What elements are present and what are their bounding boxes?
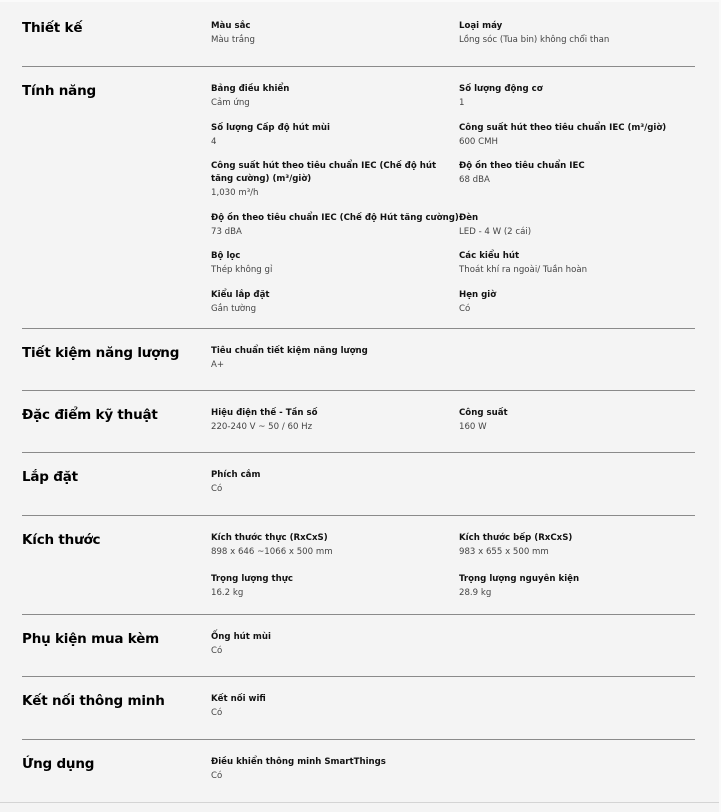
spec-section-features <box>22 67 695 329</box>
spec-item <box>211 629 459 664</box>
spec-value: Gắn tường <box>211 303 257 314</box>
spec-item <box>459 287 695 317</box>
spec-value: 28.9 kg <box>459 587 492 598</box>
spec-label: Công suất hút theo tiêu chuẩn IEC (Chế độ hút tăng cường) (m³/giờ) <box>211 161 437 184</box>
spec-value: 600 CMH <box>459 136 499 147</box>
spec-value: Cảm ứng <box>211 98 250 108</box>
spec-grid <box>211 405 695 440</box>
spec-item <box>459 158 695 201</box>
spec-grid <box>211 629 695 664</box>
spec-label: Kích thước thực (RxCxS) <box>211 533 328 543</box>
spec-label: Đèn <box>459 212 479 223</box>
spec-item <box>211 571 459 603</box>
spec-value: 220-240 V ~ 50 / 60 Hz <box>211 422 313 432</box>
spec-label: Kết nối wifi <box>211 694 266 704</box>
spec-value: 983 x 655 x 500 mm <box>459 547 549 557</box>
spec-label: Hiệu điện thế - Tần số <box>211 408 318 418</box>
spec-label: Loại máy <box>459 21 503 31</box>
spec-value: Thoát khí ra ngoài/ Tuần hoàn <box>459 265 588 275</box>
spec-label: Màu sắc <box>211 21 251 31</box>
section-title: Thiết kế <box>22 20 83 36</box>
spec-section-technical <box>22 391 695 453</box>
spec-section-design <box>22 4 695 67</box>
spec-grid <box>211 754 695 790</box>
spec-value: Có <box>211 771 223 781</box>
spec-value: 1,030 m³/h <box>211 188 259 198</box>
section-title: Kết nối thông minh <box>22 693 165 709</box>
section-title: Tiết kiệm năng lượng <box>22 345 180 361</box>
spec-item <box>459 18 695 54</box>
spec-section-application <box>22 740 695 802</box>
spec-grid <box>211 691 695 727</box>
spec-label: Số lượng động cơ <box>459 84 543 94</box>
spec-grid <box>211 467 695 503</box>
specifications-list <box>22 4 695 802</box>
spec-item <box>211 248 459 278</box>
spec-value: Có <box>211 646 223 656</box>
spec-label: Trọng lượng thực <box>211 573 293 584</box>
spec-grid <box>211 343 695 378</box>
spec-item <box>211 158 459 201</box>
spec-value: Màu trắng <box>211 35 255 45</box>
spec-value: A+ <box>211 360 225 370</box>
spec-item <box>211 343 459 378</box>
spec-grid <box>211 18 695 54</box>
spec-value: Có <box>459 303 471 314</box>
spec-item <box>211 467 459 503</box>
spec-item <box>459 210 695 240</box>
spec-value: 73 dBA <box>211 226 242 237</box>
spec-item <box>211 18 459 54</box>
spec-item <box>211 754 459 790</box>
spec-grid <box>211 530 695 602</box>
spec-item <box>211 210 459 240</box>
spec-label: Độ ồn theo tiêu chuẩn IEC (Chế độ Hút tăng cường) <box>211 212 459 223</box>
spec-label: Kiểu lắp đặt <box>211 289 270 300</box>
spec-item <box>211 530 459 562</box>
spec-item <box>459 405 695 440</box>
bottom-divider <box>0 802 721 803</box>
spec-value: 16.2 kg <box>211 587 244 598</box>
spec-item <box>211 691 459 727</box>
spec-section-energy-saving <box>22 329 695 391</box>
spec-item <box>459 120 695 150</box>
spec-value: LED - 4 W (2 cái) <box>459 226 532 237</box>
spec-item <box>459 248 695 278</box>
spec-value: Lồng sóc (Tua bin) không chổi than <box>459 35 610 45</box>
spec-label: Các kiểu hút <box>459 251 520 261</box>
section-title: Phụ kiện mua kèm <box>22 631 160 647</box>
spec-value: 160 W <box>459 422 487 432</box>
section-title: Đặc điểm kỹ thuật <box>22 407 158 423</box>
section-title: Kích thước <box>22 532 101 548</box>
spec-label: Kích thước bếp (RxCxS) <box>459 533 573 543</box>
spec-item <box>211 81 459 111</box>
spec-section-installation <box>22 453 695 516</box>
spec-item <box>211 287 459 317</box>
spec-label: Bộ lọc <box>211 251 241 261</box>
spec-label: Hẹn giờ <box>459 289 497 300</box>
spec-item <box>459 571 695 603</box>
spec-section-smart-connectivity <box>22 677 695 740</box>
spec-label: Bảng điều khiển <box>211 84 290 94</box>
spec-label: Độ ồn theo tiêu chuẩn IEC <box>459 161 585 171</box>
spec-label: Ống hút mùi <box>211 632 271 642</box>
spec-grid <box>211 81 695 316</box>
section-title: Lắp đặt <box>22 469 78 485</box>
spec-item <box>211 405 459 440</box>
spec-value: 898 x 646 ~1066 x 500 mm <box>211 547 333 557</box>
spec-label: Phích cắm <box>211 470 261 480</box>
spec-value: Thép không gỉ <box>211 265 273 275</box>
spec-value: 4 <box>211 136 217 147</box>
spec-label: Số lượng Cấp độ hút mùi <box>211 122 330 133</box>
spec-value: Có <box>211 484 223 494</box>
section-title: Tính năng <box>22 83 96 99</box>
spec-value: Có <box>211 708 223 718</box>
spec-label: Công suất <box>459 408 508 418</box>
spec-label: Trọng lượng nguyên kiện <box>459 573 580 584</box>
spec-section-dimensions <box>22 516 695 615</box>
spec-item <box>211 120 459 150</box>
spec-label: Tiêu chuẩn tiết kiệm năng lượng <box>211 346 368 356</box>
spec-value: 68 dBA <box>459 175 490 185</box>
spec-value: 1 <box>459 98 465 108</box>
spec-section-accessories <box>22 615 695 677</box>
spec-item <box>459 81 695 111</box>
spec-label: Điều khiển thông minh SmartThings <box>211 757 386 767</box>
spec-item <box>459 530 695 562</box>
section-title: Ứng dụng <box>22 756 95 772</box>
spec-label: Công suất hút theo tiêu chuẩn IEC (m³/giờ) <box>459 122 667 133</box>
